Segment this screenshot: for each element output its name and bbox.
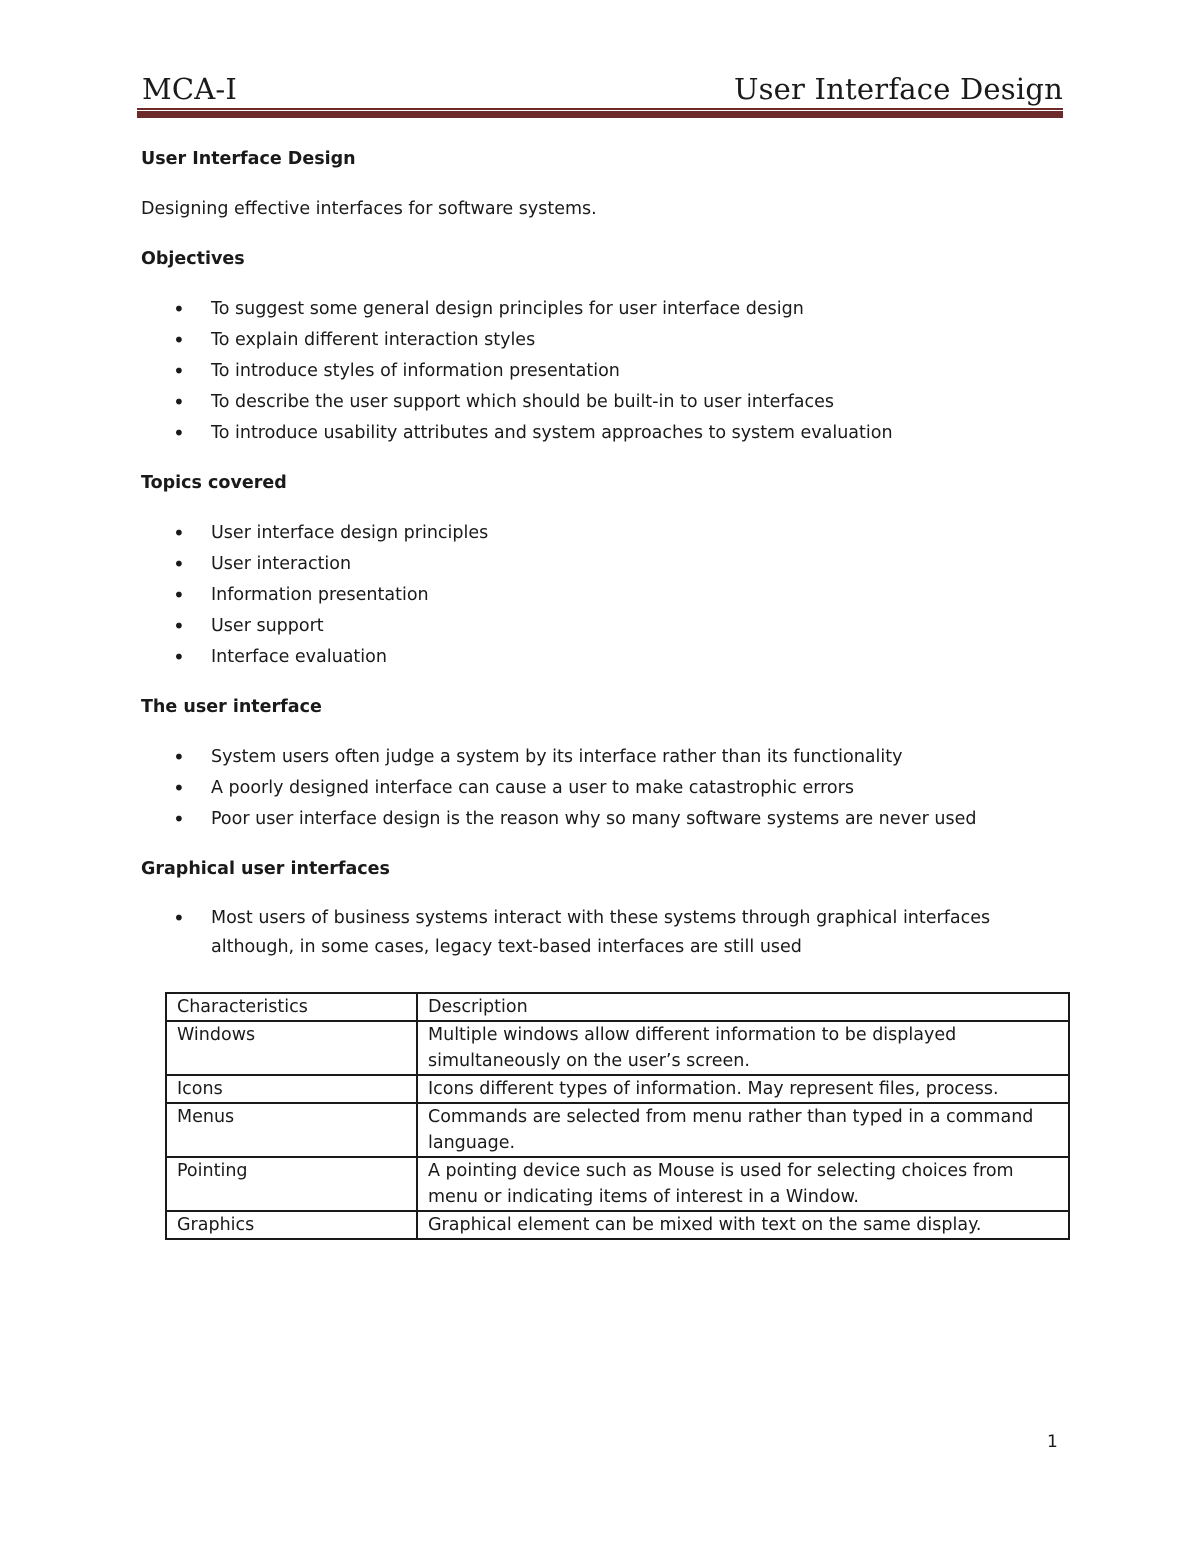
list-item: • To suggest some general design principles for user interface design bbox=[141, 294, 1071, 325]
table-cell: Graphics bbox=[166, 1211, 417, 1239]
table-row bbox=[166, 1075, 1069, 1103]
user-interface-heading: The user interface bbox=[141, 697, 322, 717]
gui-list bbox=[141, 904, 1071, 962]
table-cell: Pointing bbox=[166, 1157, 417, 1211]
list-item: • A poorly designed interface can cause a user to make catastrophic errors bbox=[141, 773, 1071, 804]
list-item: • Most users of business systems interact with these systems through graphical interfaces although, in some cases, legacy text-based interfaces are still used bbox=[141, 904, 1071, 962]
page-title: User Interface Design bbox=[141, 149, 356, 169]
header-rule-thick bbox=[137, 111, 1063, 118]
topics-list bbox=[141, 518, 1071, 673]
table-row bbox=[166, 1157, 1069, 1211]
objectives-heading: Objectives bbox=[141, 249, 245, 269]
page-number: 1 bbox=[1047, 1432, 1058, 1452]
list-item: • To introduce usability attributes and system approaches to system evaluation bbox=[141, 418, 1071, 449]
list-item: • Poor user interface design is the reason why so many software systems are never used bbox=[141, 804, 1071, 835]
table-row bbox=[166, 1211, 1069, 1239]
table-cell: Menus bbox=[166, 1103, 417, 1157]
table-cell: A pointing device such as Mouse is used for selecting choices from menu or indicating items of interest in a Window. bbox=[417, 1157, 1069, 1211]
table-cell: Multiple windows allow different information to be displayed simultaneously on the user’s screen. bbox=[417, 1021, 1069, 1075]
header-course: MCA-I bbox=[142, 72, 238, 106]
objectives-list bbox=[141, 294, 1071, 449]
table-cell: Commands are selected from menu rather than typed in a command language. bbox=[417, 1103, 1069, 1157]
list-item: • To describe the user support which should be built-in to user interfaces bbox=[141, 387, 1071, 418]
page-subtitle: Designing effective interfaces for software systems. bbox=[141, 199, 597, 219]
page-content bbox=[141, 144, 1071, 962]
list-item: • User interface design principles bbox=[141, 518, 1071, 549]
header-subject: User Interface Design bbox=[733, 72, 1063, 106]
user-interface-list bbox=[141, 742, 1071, 835]
list-item: • System users often judge a system by its interface rather than its functionality bbox=[141, 742, 1071, 773]
list-item: • Information presentation bbox=[141, 580, 1071, 611]
list-item: • To explain different interaction styles bbox=[141, 325, 1071, 356]
gui-heading: Graphical user interfaces bbox=[141, 859, 390, 879]
topics-heading: Topics covered bbox=[141, 473, 287, 493]
table-cell: Icons different types of information. May represent files, process. bbox=[417, 1075, 1069, 1103]
list-item: • To introduce styles of information presentation bbox=[141, 356, 1071, 387]
header-rule-thin bbox=[137, 108, 1063, 110]
table-cell: Icons bbox=[166, 1075, 417, 1103]
characteristics-table bbox=[165, 992, 1070, 1240]
table-header-cell: Description bbox=[417, 993, 1069, 1021]
list-item: • Interface evaluation bbox=[141, 642, 1071, 673]
list-item: • User support bbox=[141, 611, 1071, 642]
table-header-cell: Characteristics bbox=[166, 993, 417, 1021]
table-cell: Graphical element can be mixed with text on the same display. bbox=[417, 1211, 1069, 1239]
table-row bbox=[166, 1103, 1069, 1157]
list-item: • User interaction bbox=[141, 549, 1071, 580]
table-header-row bbox=[166, 993, 1069, 1021]
table-row bbox=[166, 1021, 1069, 1075]
table-cell: Windows bbox=[166, 1021, 417, 1075]
